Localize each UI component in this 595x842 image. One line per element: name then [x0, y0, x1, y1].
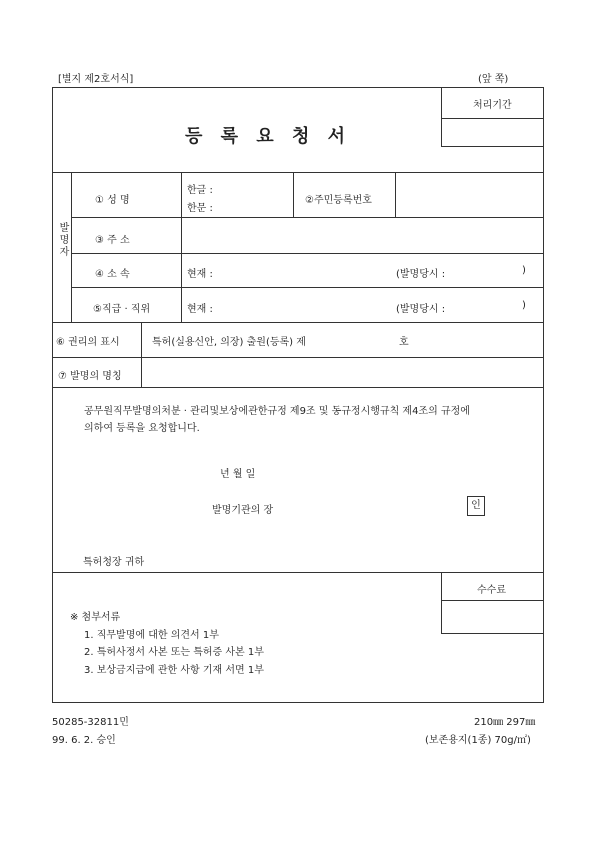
footer-size: 210㎜ 297㎜ — [474, 717, 536, 728]
statement-line-1: 공무원직무발명의처분 · 관리및보상에관한규정 제9조 및 동규정시행규칙 제4조의 규정에 — [84, 406, 470, 417]
head-of-agency: 발명기관의 장 — [212, 505, 274, 516]
address-label: ③ 주 소 — [95, 235, 130, 246]
date-line[interactable]: 년 월 일 — [220, 469, 256, 480]
form-number: [별지 제2호서식] — [58, 74, 134, 85]
name-label: ① 성 명 — [95, 195, 130, 206]
position-close: ) — [522, 300, 526, 311]
affiliation-at-invention-field[interactable]: (발명당시 : — [396, 269, 446, 280]
statement-line-2: 의하여 등록을 요청합니다. — [84, 423, 200, 434]
affiliation-current-field[interactable]: 현재 : — [187, 269, 213, 280]
attachments-heading: ※ 첨부서류 — [70, 612, 121, 623]
affiliation-label: ④ 소 속 — [95, 269, 130, 280]
fee-label: 수수료 — [477, 585, 506, 596]
footer-paper: (보존용지(1종) 70g/㎡) — [425, 735, 531, 746]
resident-number-label: ②주민등록번호 — [305, 195, 372, 206]
attachment-item: 1. 직무발명에 대한 의견서 1부 — [84, 630, 219, 641]
processing-period-label: 처리기간 — [473, 100, 512, 111]
attachment-item: 3. 보상금지급에 관한 사항 기재 서면 1부 — [84, 665, 264, 676]
seal-box[interactable]: 인 — [467, 496, 485, 516]
page-side: (앞 쪽) — [478, 74, 509, 85]
rights-label: ⑥ 권리의 표시 — [56, 337, 120, 348]
addressee: 특허청장 귀하 — [83, 557, 145, 568]
position-current-field[interactable]: 현재 : — [187, 304, 213, 315]
position-label: ⑤직급 · 직위 — [93, 304, 151, 315]
invention-name-label: ⑦ 발명의 명칭 — [58, 371, 122, 382]
rights-text[interactable]: 특허(실용신안, 의장) 출원(등록) 제 — [152, 337, 306, 348]
name-hangul-field[interactable]: 한글 : — [187, 185, 213, 196]
form-title: 등 록 요 청 서 — [185, 126, 352, 147]
affiliation-close: ) — [522, 265, 526, 276]
position-at-invention-field[interactable]: (발명당시 : — [396, 304, 446, 315]
inventor-group-label: 발명자 — [57, 222, 68, 258]
rights-suffix: 호 — [399, 337, 409, 348]
footer-approval: 99. 6. 2. 승인 — [52, 735, 116, 746]
attachment-item: 2. 특허사정서 사본 또는 특허증 사본 1부 — [84, 647, 264, 658]
registration-request-form — [52, 87, 544, 703]
name-hanja-field[interactable]: 한문 : — [187, 203, 213, 214]
footer-code: 50285-32811민 — [52, 717, 129, 728]
